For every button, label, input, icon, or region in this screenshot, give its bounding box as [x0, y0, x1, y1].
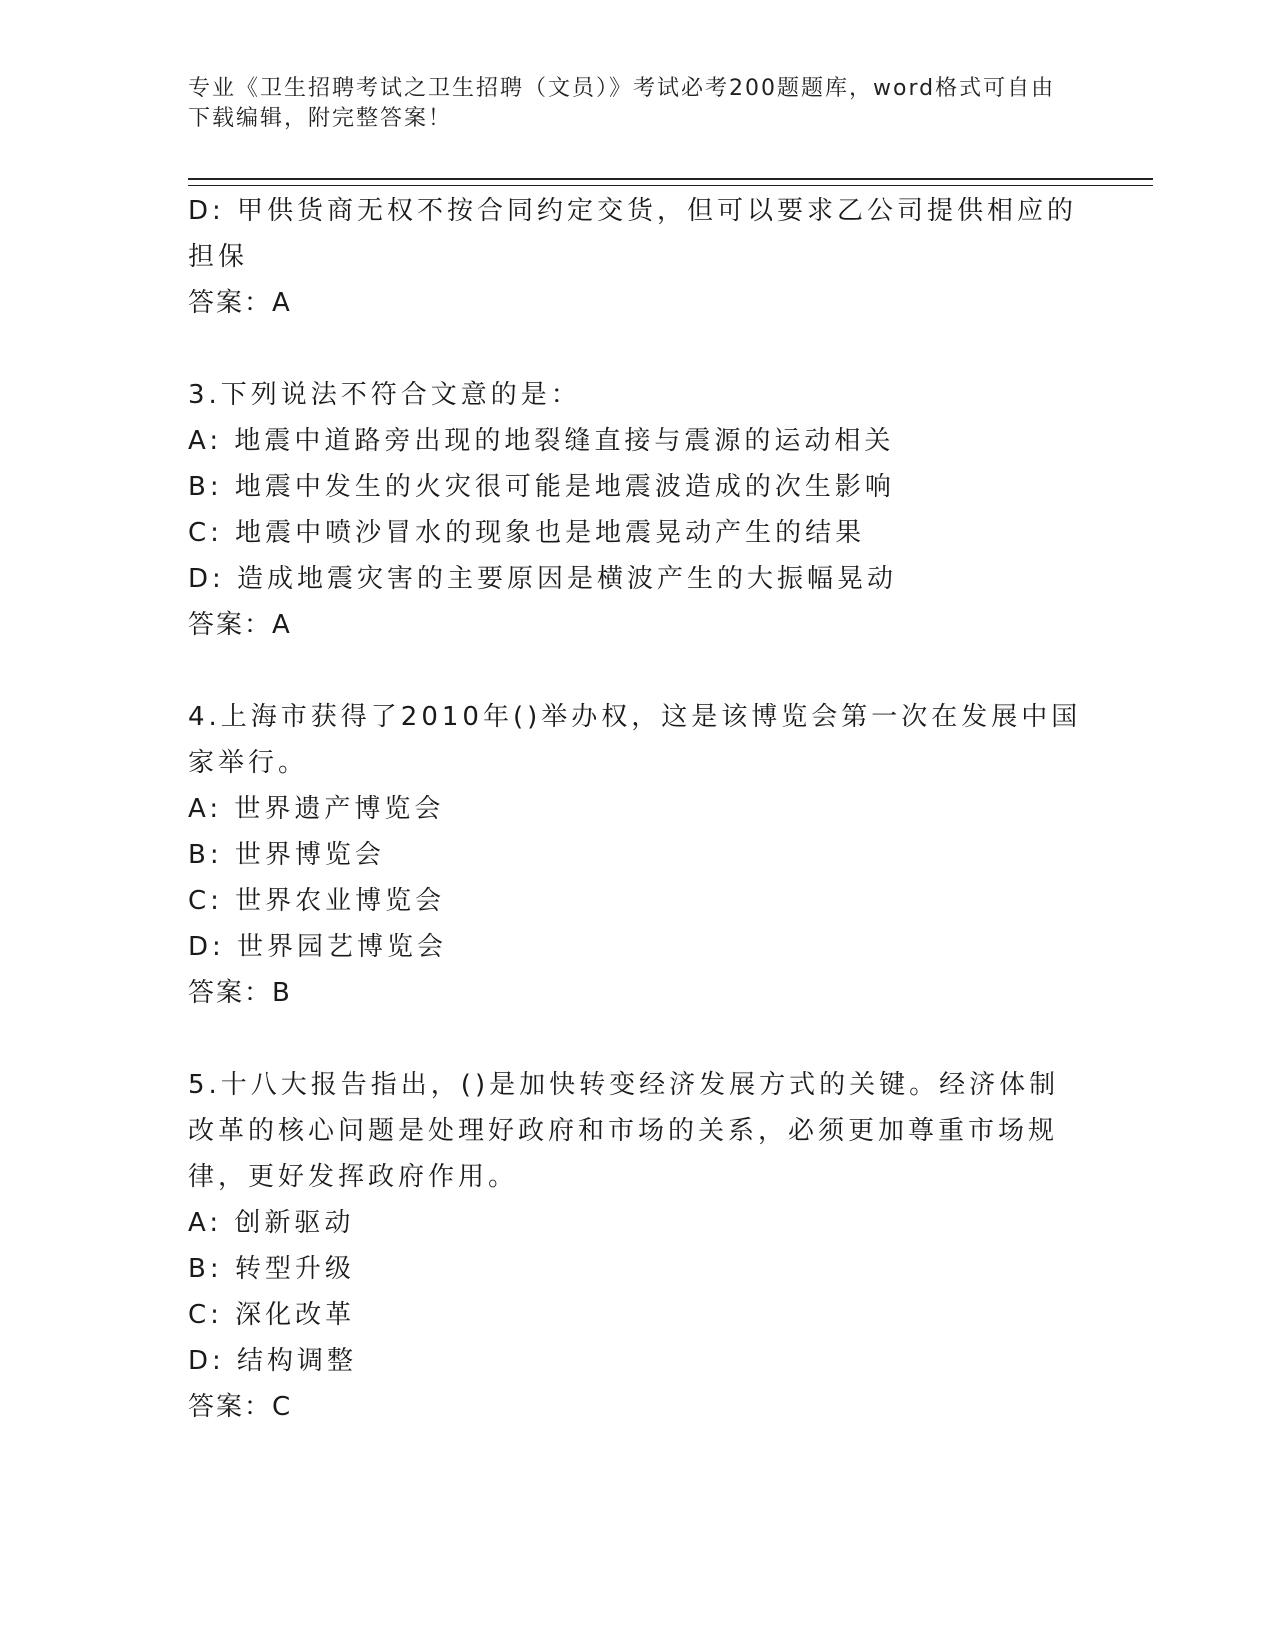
option-a: A: 世界遗产博览会: [188, 794, 445, 824]
question-5: [188, 1062, 1088, 1430]
option-b: B: 地震中发生的火灾很可能是地震波造成的次生影响: [188, 472, 895, 502]
document-header: 专业《卫生招聘考试之卫生招聘（文员）》考试必考200题题库，word格式可自由下载编辑，附完整答案！: [188, 76, 1056, 131]
question-stem: 5.十八大报告指出，()是加快转变经济发展方式的关键。经济体制改革的核心问题是处理好政府和市场的关系，必须更加尊重市场规律，更好发挥政府作用。: [188, 1070, 1060, 1192]
question-3: [188, 372, 1088, 648]
question-stem: 3.下列说法不符合文意的是：: [188, 380, 581, 410]
option-d: D: 甲供货商无权不按合同约定交货，但可以要求乙公司提供相应的担保: [188, 196, 1078, 272]
option-c: C: 世界农业博览会: [188, 886, 446, 916]
answer: 答案：C: [188, 1392, 293, 1422]
document-body: [188, 188, 1088, 1476]
option-c: C: 地震中喷沙冒水的现象也是地震晃动产生的结果: [188, 518, 866, 548]
question-stem: 4.上海市获得了2010年()举办权，这是该博览会第一次在发展中国家举行。: [188, 702, 1082, 778]
option-a: A: 地震中道路旁出现的地裂缝直接与震源的运动相关: [188, 426, 895, 456]
answer: 答案：B: [188, 978, 292, 1008]
option-a: A: 创新驱动: [188, 1208, 355, 1238]
option-d: D: 世界园艺博览会: [188, 932, 448, 962]
option-d: D: 结构调整: [188, 1346, 358, 1376]
option-c: C: 深化改革: [188, 1300, 356, 1330]
option-b: B: 转型升级: [188, 1254, 355, 1284]
question-2-carryover: [188, 188, 1088, 326]
option-d: D: 造成地震灾害的主要原因是横波产生的大振幅晃动: [188, 564, 898, 594]
answer: 答案：A: [188, 288, 292, 318]
question-4: [188, 694, 1088, 1016]
answer: 答案：A: [188, 610, 292, 640]
header-divider: [188, 178, 1153, 186]
option-b: B: 世界博览会: [188, 840, 385, 870]
